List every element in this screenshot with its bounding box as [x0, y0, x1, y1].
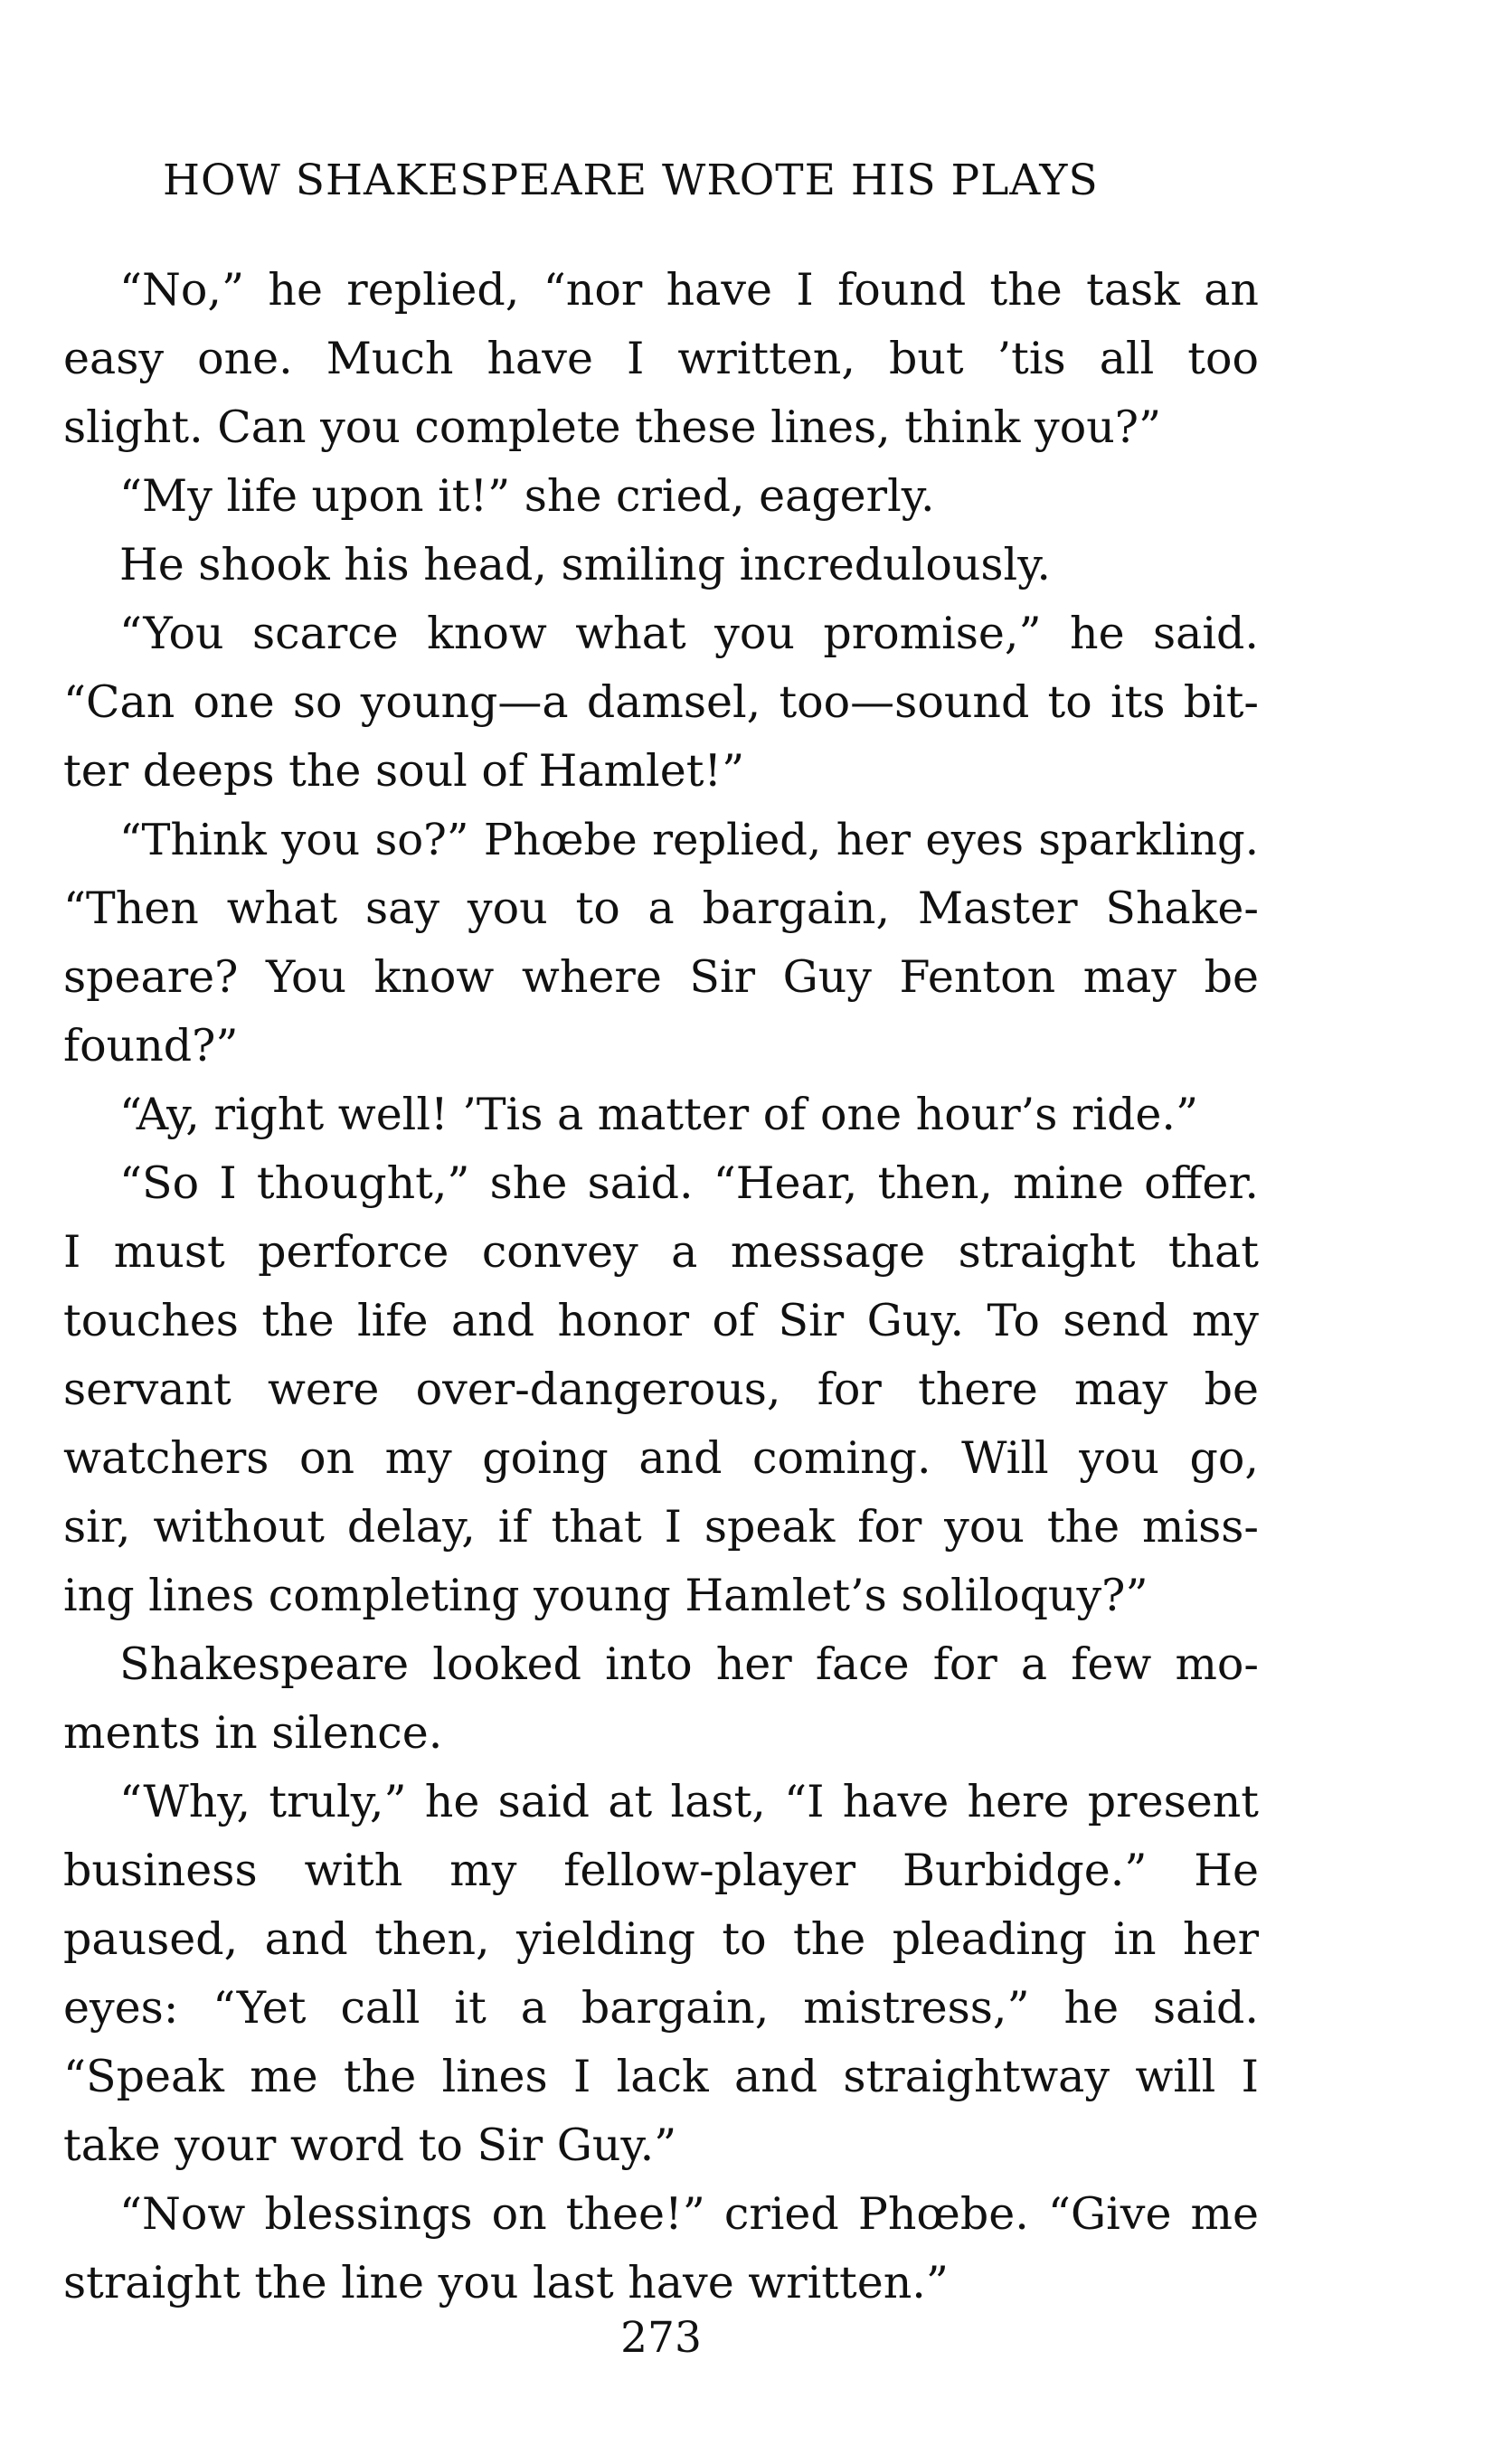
- text-line: paused, and then, yielding to the pleading in her: [63, 1913, 1259, 1965]
- text-line: servant were over-dangerous, for there may be: [63, 1364, 1259, 1415]
- text-line: sir, without delay, if that I speak for you the miss-: [63, 1501, 1259, 1553]
- text-line: “So I thought,” she said. “Hear, then, mine offer.: [119, 1157, 1259, 1209]
- text-line: “Ay, right well! ’Tis a matter of one hour’s ride.”: [119, 1089, 1199, 1140]
- text-line: Shakespeare looked into her face for a few mo-: [119, 1638, 1259, 1690]
- text-line: easy one. Much have I written, but ’tis all too: [63, 333, 1259, 384]
- text-line: ing lines completing young Hamlet’s soliloquy?”: [63, 1570, 1148, 1621]
- text-line: “Now blessings on thee!” cried Phœbe. “Give me: [119, 2188, 1259, 2240]
- book-page: [63, 0, 1259, 2464]
- text-line: eyes: “Yet call it a bargain, mistress,” he said.: [63, 1982, 1259, 2034]
- text-line: “You scarce know what you promise,” he said.: [119, 608, 1259, 659]
- text-line: take your word to Sir Guy.”: [63, 2119, 677, 2171]
- text-line: ments in silence.: [63, 1707, 443, 1759]
- text-line: “My life upon it!” she cried, eagerly.: [119, 470, 935, 522]
- text-line: speare? You know where Sir Guy Fenton may be: [63, 951, 1259, 1003]
- text-line: “No,” he replied, “nor have I found the task an: [119, 264, 1259, 316]
- text-line: ter deeps the soul of Hamlet!”: [63, 745, 745, 797]
- running-head: HOW SHAKESPEARE WROTE HIS PLAYS: [163, 156, 1099, 205]
- text-line: found?”: [63, 1020, 239, 1072]
- text-line: touches the life and honor of Sir Guy. To send my: [63, 1295, 1259, 1346]
- body-text: [63, 256, 1259, 2318]
- text-line: “Speak me the lines I lack and straightway will I: [63, 2051, 1259, 2102]
- text-line: I must perforce convey a message straight that: [63, 1226, 1259, 1278]
- page-number: 273: [620, 2313, 702, 2363]
- text-line: “Think you so?” Phœbe replied, her eyes sparkling.: [119, 815, 1259, 865]
- text-line: business with my fellow-player Burbidge.” He: [63, 1845, 1259, 1896]
- text-line: “Then what say you to a bargain, Master Shake-: [63, 883, 1259, 934]
- text-line: “Why, truly,” he said at last, “I have here present: [119, 1776, 1259, 1827]
- text-line: straight the line you last have written.”: [63, 2257, 949, 2308]
- text-line: slight. Can you complete these lines, think you?”: [63, 401, 1162, 453]
- text-line: “Can one so young—a damsel, too—sound to its bit-: [63, 676, 1259, 728]
- text-line: watchers on my going and coming. Will you go,: [63, 1432, 1259, 1484]
- text-line: He shook his head, smiling incredulously.: [119, 539, 1051, 590]
